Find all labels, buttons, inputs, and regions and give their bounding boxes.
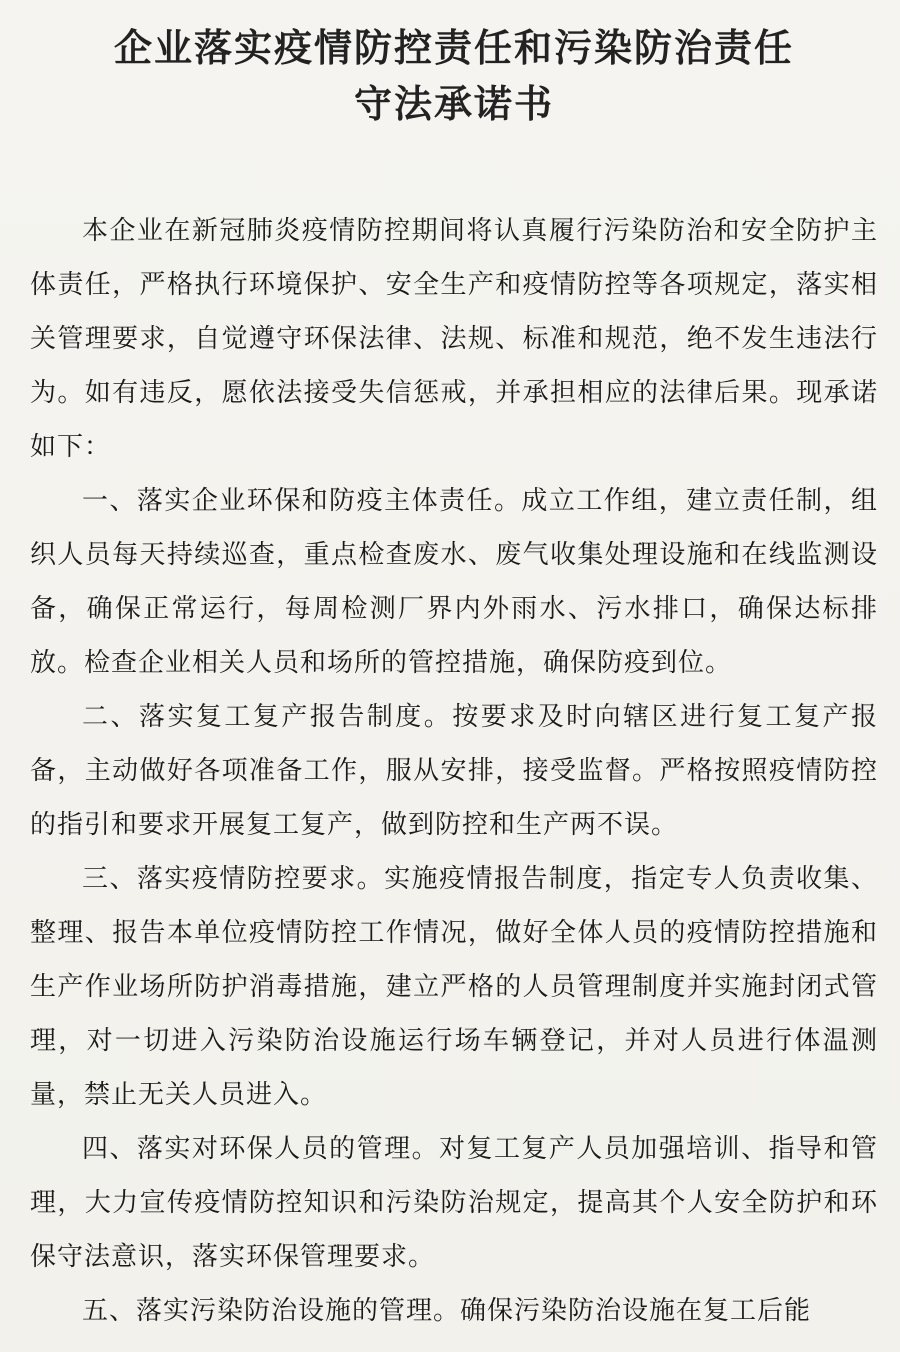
title-line-2: 守法承诺书 — [353, 82, 554, 126]
title-line-1: 企业落实疫情防控责任和污染防治责任 — [113, 26, 794, 70]
document-body — [30, 204, 878, 1338]
paragraph-item-5: 五、落实污染防治设施的管理。确保污染防治设施在复工后能 — [82, 1296, 812, 1326]
paragraph-intro: 本企业在新冠肺炎疫情防控期间将认真履行污染防治和安全防护主体责任，严格执行环境保护、安全生产和疫情防控等各项规定，落实相关管理要求，自觉遵守环保法律、法规、标准和规范，绝不发生违法行为。如有违反，愿依法接受失信惩戒，并承担相应的法律后果。现承诺如下： — [30, 216, 878, 462]
document-title — [30, 20, 878, 132]
paragraph-item-4: 四、落实对环保人员的管理。对复工复产人员加强培训、指导和管理，大力宣传疫情防控知识和污染防治规定，提高其个人安全防护和环保守法意识，落实环保管理要求。 — [30, 1134, 878, 1272]
paragraph-item-3: 三、落实疫情防控要求。实施疫情报告制度，指定专人负责收集、整理、报告本单位疫情防控工作情况，做好全体人员的疫情防控措施和生产作业场所防护消毒措施，建立严格的人员管理制度并实施封闭式管理，对一切进入污染防治设施运行场车辆登记，并对人员进行体温测量，禁止无关人员进入。 — [30, 864, 878, 1110]
paragraph-item-2: 二、落实复工复产报告制度。按要求及时向辖区进行复工复产报备，主动做好各项准备工作，服从安排，接受监督。严格按照疫情防控的指引和要求开展复工复产，做到防控和生产两不误。 — [30, 702, 878, 840]
paragraph-item-1: 一、落实企业环保和防疫主体责任。成立工作组，建立责任制，组织人员每天持续巡查，重点检查废水、废气收集处理设施和在线监测设备，确保正常运行，每周检测厂界内外雨水、污水排口，确保达标排放。检查企业相关人员和场所的管控措施，确保防疫到位。 — [30, 486, 878, 678]
